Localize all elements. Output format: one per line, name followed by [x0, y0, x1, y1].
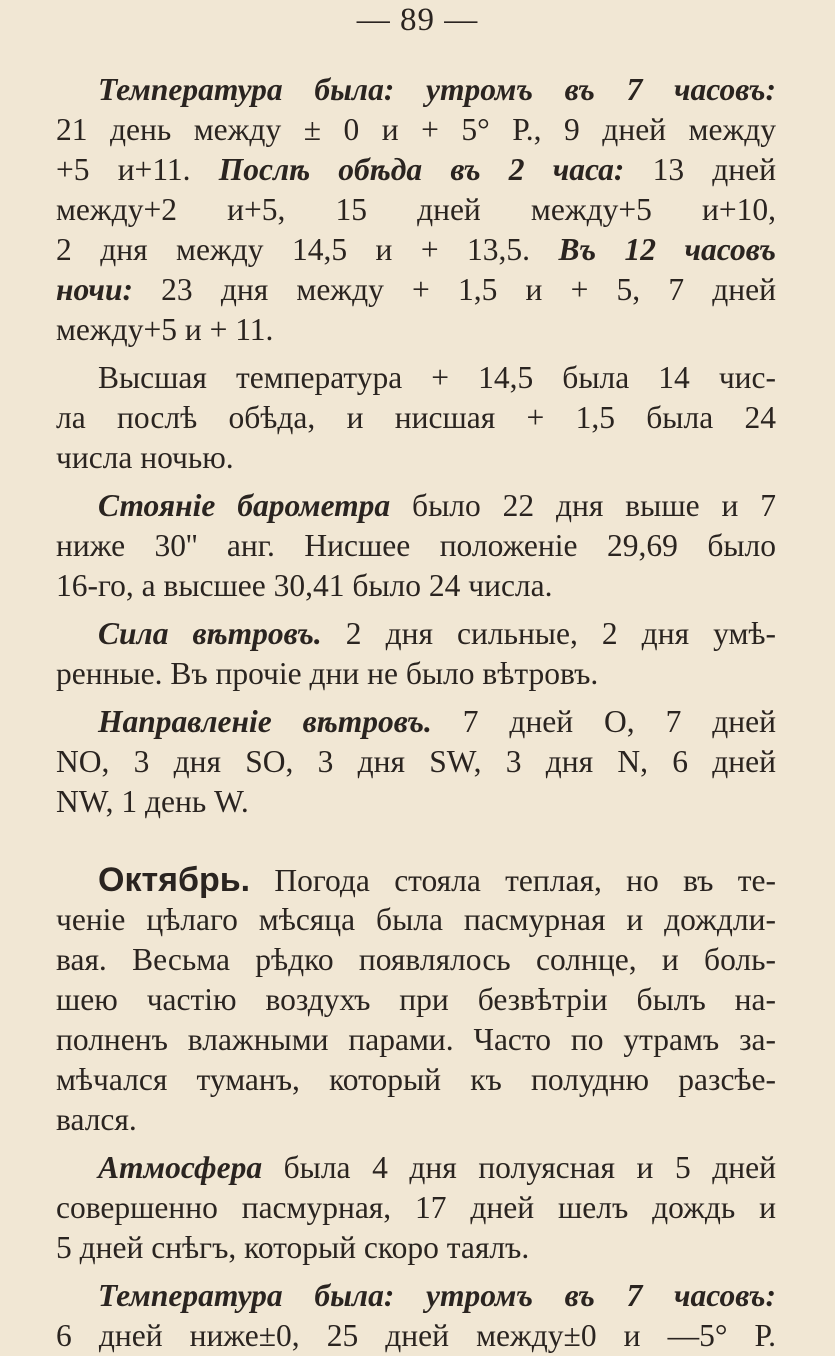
text-line: вая. Весьма рѣдко появлялось солнце, и боль- — [56, 942, 776, 977]
text-line: совершенно пасмурная, 17 дней шелъ дождь и — [56, 1190, 776, 1225]
text-line: NO, 3 дня SO, 3 дня SW, 3 дня N, 6 дней — [56, 744, 776, 779]
text-line — [56, 230, 776, 270]
italic-heading: ночи: — [56, 272, 133, 307]
text-line: 16-го, а высшее 30,41 было 24 числа. — [56, 568, 553, 603]
paragraph-october — [56, 860, 776, 1140]
paragraph-wind-direction — [56, 702, 776, 822]
paragraph-max-temperature — [56, 358, 776, 478]
text-line — [56, 150, 776, 190]
text-line: 5 дней снѣгъ, который скоро таялъ. — [56, 1230, 530, 1265]
text-run: 7 дней O, 7 дней — [431, 704, 776, 739]
text-line — [56, 702, 776, 742]
paragraph-temperature-sept — [56, 70, 776, 350]
text-line: NW, 1 день W. — [56, 784, 249, 819]
text-line: между+5 и + 11. — [56, 312, 274, 347]
text-line: Температура была: утромъ въ 7 часовъ: — [98, 1278, 776, 1313]
text-line: 6 дней ниже±0, 25 дней между±0 и —5° Р. — [56, 1318, 776, 1353]
paragraph-atmosphere — [56, 1148, 776, 1268]
text-line: Температура была: утромъ въ 7 часовъ: — [98, 72, 776, 107]
text-line: вался. — [56, 1102, 137, 1137]
text-run: была 4 дня полуясная и 5 дней — [262, 1150, 776, 1185]
text-line — [56, 486, 776, 526]
text-run: было 22 дня выше и 7 — [390, 488, 776, 523]
italic-heading: Стояніе барометра — [98, 488, 391, 523]
text-line: полненъ влажными парами. Часто по утрамъ за- — [56, 1022, 776, 1057]
paragraph-wind-force — [56, 614, 776, 694]
page-body — [56, 70, 776, 1356]
month-heading: Октябрь. — [98, 861, 251, 899]
text-run: 2 дня сильные, 2 дня умѣ- — [321, 616, 776, 651]
italic-heading: Въ 12 часовъ — [558, 232, 776, 267]
text-run: Погода стояла теплая, но въ те- — [250, 863, 776, 898]
italic-heading: Направленіе вѣтровъ. — [98, 704, 432, 739]
text-run: 13 дней — [624, 152, 776, 187]
text-run: 23 дня между + 1,5 и + 5, 7 дней — [132, 272, 776, 307]
text-line: ниже 30'' анг. Нисшее положеніе 29,69 было — [56, 528, 776, 563]
paragraph-temperature-oct — [56, 1276, 776, 1356]
text-line — [56, 1148, 776, 1188]
paragraph-barometer — [56, 486, 776, 606]
text-line: 21 день между ± 0 и + 5° Р., 9 дней между — [56, 112, 776, 147]
text-line: шею частію воздухъ при безвѣтріи былъ на- — [56, 982, 776, 1017]
text-run: 2 дня между 14,5 и + 13,5. — [56, 232, 559, 267]
text-line: ченіе цѣлаго мѣсяца была пасмурная и дождли- — [56, 902, 776, 937]
page-number: — 89 — — [356, 2, 479, 38]
text-line: мѣчался туманъ, который къ полудню разсѣе- — [56, 1062, 776, 1097]
text-run: +5 и+11. — [56, 152, 219, 187]
text-line: числа ночью. — [56, 440, 234, 475]
text-line: ренные. Въ прочіе дни не было вѣтровъ. — [56, 656, 599, 691]
text-line — [56, 860, 776, 900]
text-line: Высшая температура + 14,5 была 14 чис- — [98, 360, 776, 395]
text-line — [56, 270, 776, 310]
text-line: ла послѣ обѣда, и нисшая + 1,5 была 24 — [56, 400, 776, 435]
italic-heading: Послѣ обѣда въ 2 часа: — [218, 152, 625, 187]
italic-heading: Атмосфера — [98, 1150, 263, 1185]
italic-heading: Сила вѣтровъ. — [98, 616, 322, 651]
text-line: между+2 и+5, 15 дней между+5 и+10, — [56, 192, 776, 227]
text-line — [56, 614, 776, 654]
